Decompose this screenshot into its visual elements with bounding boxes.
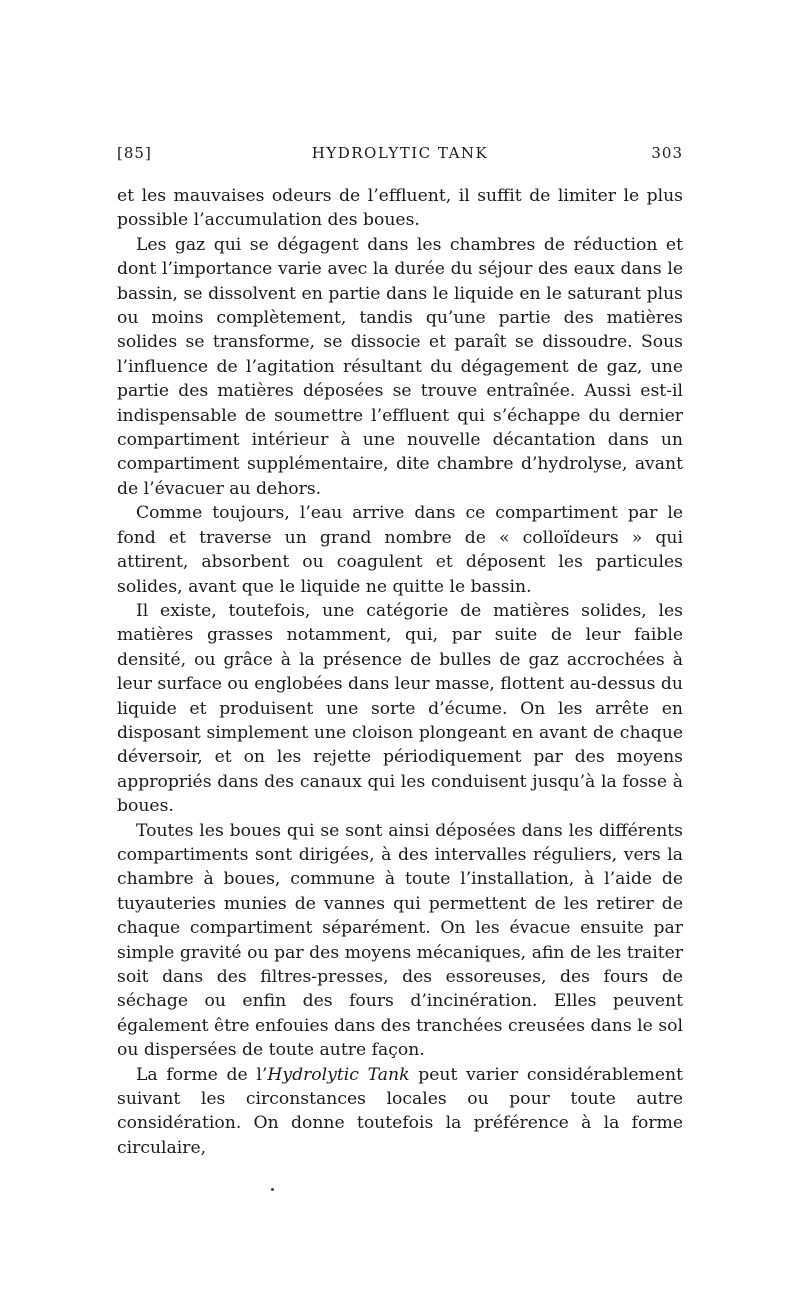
ink-speck [271, 1188, 274, 1191]
paragraph-6 [117, 1063, 683, 1161]
italic-title: Hydrolytic Tank [267, 1064, 410, 1085]
paragraph-5: Toutes les boues qui se sont ainsi déposées dans les différents compartiments sont dirigées, à des intervalles réguliers, vers la chambre à boues, commune à toute l’installation, à l’aide de tuyauteries munies de vannes qui permettent de les retirer de chaque compartiment séparément. On les évacue ensuite par simple gravité ou par des moyens mécaniques, afin de les traiter soit dans des filtres-presses, des essoreuses, des fours de séchage ou enfin des fours d’incinération. Elles peuvent également être enfouies dans des tranchées creusées dans le sol ou dispersées de toute autre façon. [117, 820, 683, 1061]
paragraph-4: Il existe, toutefois, une catégorie de matières solides, les matières grasses notamment, qui, par suite de leur faible densité, ou grâce à la présence de bulles de gaz accrochées à leur surface ou englobées dans leur masse, flottent au-dessus du liquide et produisent une sorte d’écume. On les arrête en disposant simplement une cloison plongeant en avant de chaque déversoir, et on les rejette périodiquement par des moyens appropriés dans des canaux qui les conduisent jusqu’à la fosse à boues. [117, 600, 683, 817]
paragraph-6-end: peut varier considérablement suivant les circonstances locales ou pour toute autre considération. On donne toutefois la préférence à la forme circulaire, [117, 1064, 683, 1158]
running-title: HYDROLYTIC TANK [311, 144, 489, 162]
body-text [117, 184, 683, 1160]
paragraph-6-start: La forme de l’ [136, 1064, 268, 1085]
running-header [117, 144, 683, 170]
section-reference: [85] [117, 144, 152, 162]
paragraph-2: Les gaz qui se dégagent dans les chambres de réduction et dont l’importance varie avec la durée du séjour des eaux dans le bassin, se dissolvent en partie dans le liquide en le saturant plus ou moins complètement, tandis qu’une partie des matières solides se transforme, se dissocie et paraît se dissoudre. Sous l’influence de l’agitation résultant du dégagement de gaz, une partie des matières déposées se trouve entraînée. Aussi est-il indispensable de soumettre l’effluent qui s’échappe du dernier compartiment intérieur à une nouvelle décantation dans un compartiment supplémentaire, dite chambre d’hydrolyse, avant de l’évacuer au dehors. [117, 234, 683, 499]
paragraph-3: Comme toujours, l’eau arrive dans ce compartiment par le fond et traverse un grand nombre de « colloïdeurs » qui attirent, absorbent ou coagulent et déposent les particules solides, avant que le liquide ne quitte le bassin. [117, 503, 683, 597]
page-content [117, 144, 683, 1160]
paragraph-1: et les mauvaises odeurs de l’effluent, il suffit de limiter le plus possible l’accumulation des boues. [117, 186, 683, 231]
page-number: 303 [651, 144, 683, 162]
